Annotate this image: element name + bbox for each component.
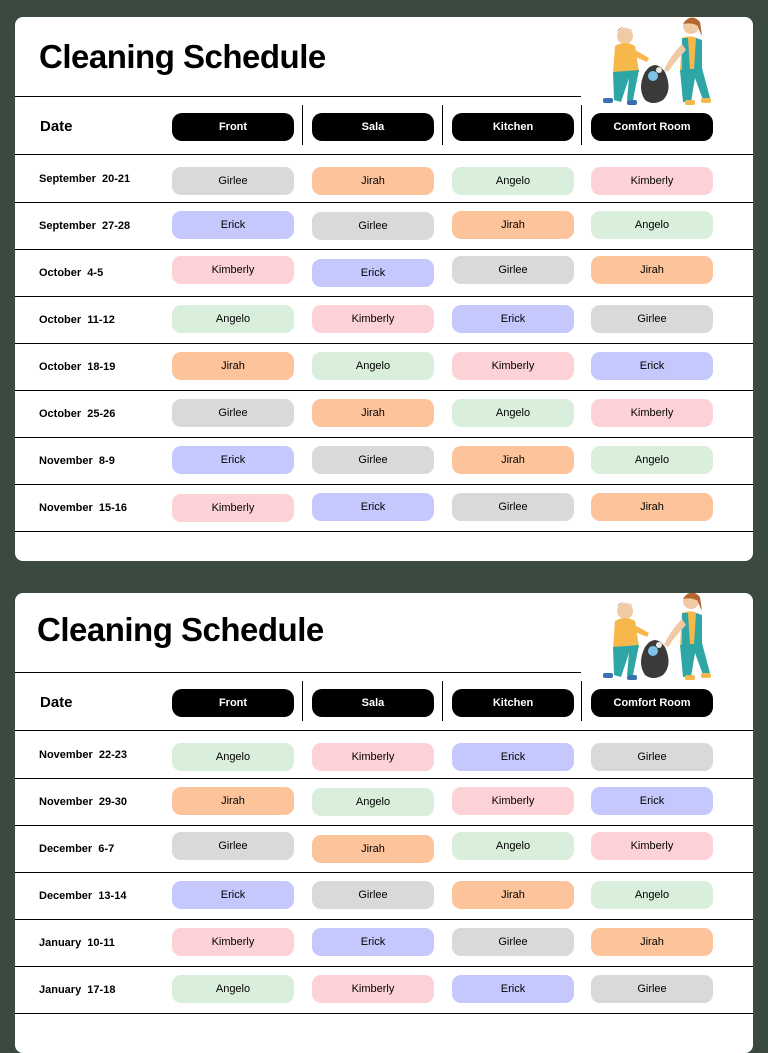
assignee-pill: Erick xyxy=(312,259,434,287)
header-row xyxy=(15,672,753,731)
assignee-pill: Kimberly xyxy=(591,167,713,195)
assignee-pill: Girlee xyxy=(172,167,294,195)
column-header-front: Front xyxy=(172,689,294,717)
assignee-pill: Jirah xyxy=(591,256,713,284)
assignee-pill: Erick xyxy=(172,211,294,239)
assignee-pill: Angelo xyxy=(172,305,294,333)
table-row xyxy=(15,872,753,920)
schedule-card-1 xyxy=(15,17,753,561)
assignee-pill: Erick xyxy=(172,446,294,474)
row-date: October 4-5 xyxy=(39,267,104,279)
table-row xyxy=(15,919,753,967)
row-date: January 17-18 xyxy=(39,984,116,996)
assignee-pill: Girlee xyxy=(591,743,713,771)
assignee-pill: Angelo xyxy=(452,399,574,427)
assignee-pill: Kimberly xyxy=(312,975,434,1003)
assignee-pill: Girlee xyxy=(312,446,434,474)
column-header-kitchen: Kitchen xyxy=(452,689,574,717)
row-date: October 11-12 xyxy=(39,314,115,326)
page-title: Cleaning Schedule xyxy=(37,611,324,648)
assignee-pill: Erick xyxy=(312,493,434,521)
assignee-pill: Girlee xyxy=(312,881,434,909)
table-row xyxy=(15,343,753,391)
table-row xyxy=(15,484,753,532)
assignee-pill: Girlee xyxy=(591,305,713,333)
table-row xyxy=(15,390,753,438)
assignee-pill: Erick xyxy=(591,352,713,380)
row-date: December 6-7 xyxy=(39,843,115,855)
assignee-pill: Erick xyxy=(172,881,294,909)
assignee-pill: Angelo xyxy=(312,352,434,380)
table-row xyxy=(15,202,753,250)
table-row xyxy=(15,825,753,873)
column-header-comfort-room: Comfort Room xyxy=(591,113,713,141)
assignee-pill: Jirah xyxy=(312,835,434,863)
assignee-pill: Kimberly xyxy=(452,787,574,815)
column-divider xyxy=(581,681,582,721)
row-date: November 15-16 xyxy=(39,502,128,514)
header-row xyxy=(15,96,753,155)
assignee-pill: Girlee xyxy=(452,928,574,956)
table-row xyxy=(15,437,753,485)
assignee-pill: Jirah xyxy=(591,493,713,521)
assignee-pill: Girlee xyxy=(452,493,574,521)
column-divider xyxy=(302,681,303,721)
assignee-pill: Jirah xyxy=(172,352,294,380)
row-date: October 25-26 xyxy=(39,408,116,420)
assignee-pill: Angelo xyxy=(172,743,294,771)
assignee-pill: Kimberly xyxy=(172,928,294,956)
column-divider xyxy=(302,105,303,145)
assignee-pill: Girlee xyxy=(452,256,574,284)
assignee-pill: Kimberly xyxy=(312,305,434,333)
row-date: December 13-14 xyxy=(39,890,127,902)
assignee-pill: Girlee xyxy=(312,212,434,240)
row-date: October 18-19 xyxy=(39,361,116,373)
assignee-pill: Kimberly xyxy=(591,832,713,860)
assignee-pill: Erick xyxy=(591,787,713,815)
assignee-pill: Jirah xyxy=(172,787,294,815)
row-date: September 27-28 xyxy=(39,220,131,232)
assignee-pill: Jirah xyxy=(312,399,434,427)
column-divider xyxy=(442,681,443,721)
assignee-pill: Angelo xyxy=(452,832,574,860)
assignee-pill: Girlee xyxy=(591,975,713,1003)
column-header-sala: Sala xyxy=(312,113,434,141)
assignee-pill: Angelo xyxy=(591,211,713,239)
column-header-kitchen: Kitchen xyxy=(452,113,574,141)
assignee-pill: Girlee xyxy=(172,399,294,427)
row-date: November 29-30 xyxy=(39,796,128,808)
table-row xyxy=(15,249,753,297)
table-row xyxy=(15,296,753,344)
assignee-pill: Jirah xyxy=(452,211,574,239)
assignee-pill: Kimberly xyxy=(172,256,294,284)
assignee-pill: Angelo xyxy=(591,881,713,909)
column-header-front: Front xyxy=(172,113,294,141)
row-date: November 8-9 xyxy=(39,455,115,467)
row-date: January 10-11 xyxy=(39,937,115,949)
date-column-header: Date xyxy=(40,118,73,135)
row-date: November 22-23 xyxy=(39,749,128,761)
assignee-pill: Jirah xyxy=(591,928,713,956)
column-divider xyxy=(442,105,443,145)
assignee-pill: Jirah xyxy=(452,446,574,474)
assignee-pill: Erick xyxy=(452,975,574,1003)
schedule-card-2 xyxy=(15,593,753,1053)
assignee-pill: Jirah xyxy=(452,881,574,909)
assignee-pill: Kimberly xyxy=(452,352,574,380)
date-column-header: Date xyxy=(40,694,73,711)
assignee-pill: Kimberly xyxy=(172,494,294,522)
table-row xyxy=(15,731,753,779)
row-date: September 20-21 xyxy=(39,173,131,185)
assignee-pill: Angelo xyxy=(312,788,434,816)
assignee-pill: Girlee xyxy=(172,832,294,860)
assignee-pill: Erick xyxy=(452,743,574,771)
page-title: Cleaning Schedule xyxy=(39,38,326,75)
assignee-pill: Kimberly xyxy=(591,399,713,427)
table-row xyxy=(15,155,753,203)
assignee-pill: Erick xyxy=(312,928,434,956)
assignee-pill: Erick xyxy=(452,305,574,333)
column-header-comfort-room: Comfort Room xyxy=(591,689,713,717)
table-row xyxy=(15,778,753,826)
assignee-pill: Kimberly xyxy=(312,743,434,771)
assignee-pill: Angelo xyxy=(452,167,574,195)
assignee-pill: Angelo xyxy=(172,975,294,1003)
column-header-sala: Sala xyxy=(312,689,434,717)
assignee-pill: Angelo xyxy=(591,446,713,474)
column-divider xyxy=(581,105,582,145)
assignee-pill: Jirah xyxy=(312,167,434,195)
table-row xyxy=(15,966,753,1014)
